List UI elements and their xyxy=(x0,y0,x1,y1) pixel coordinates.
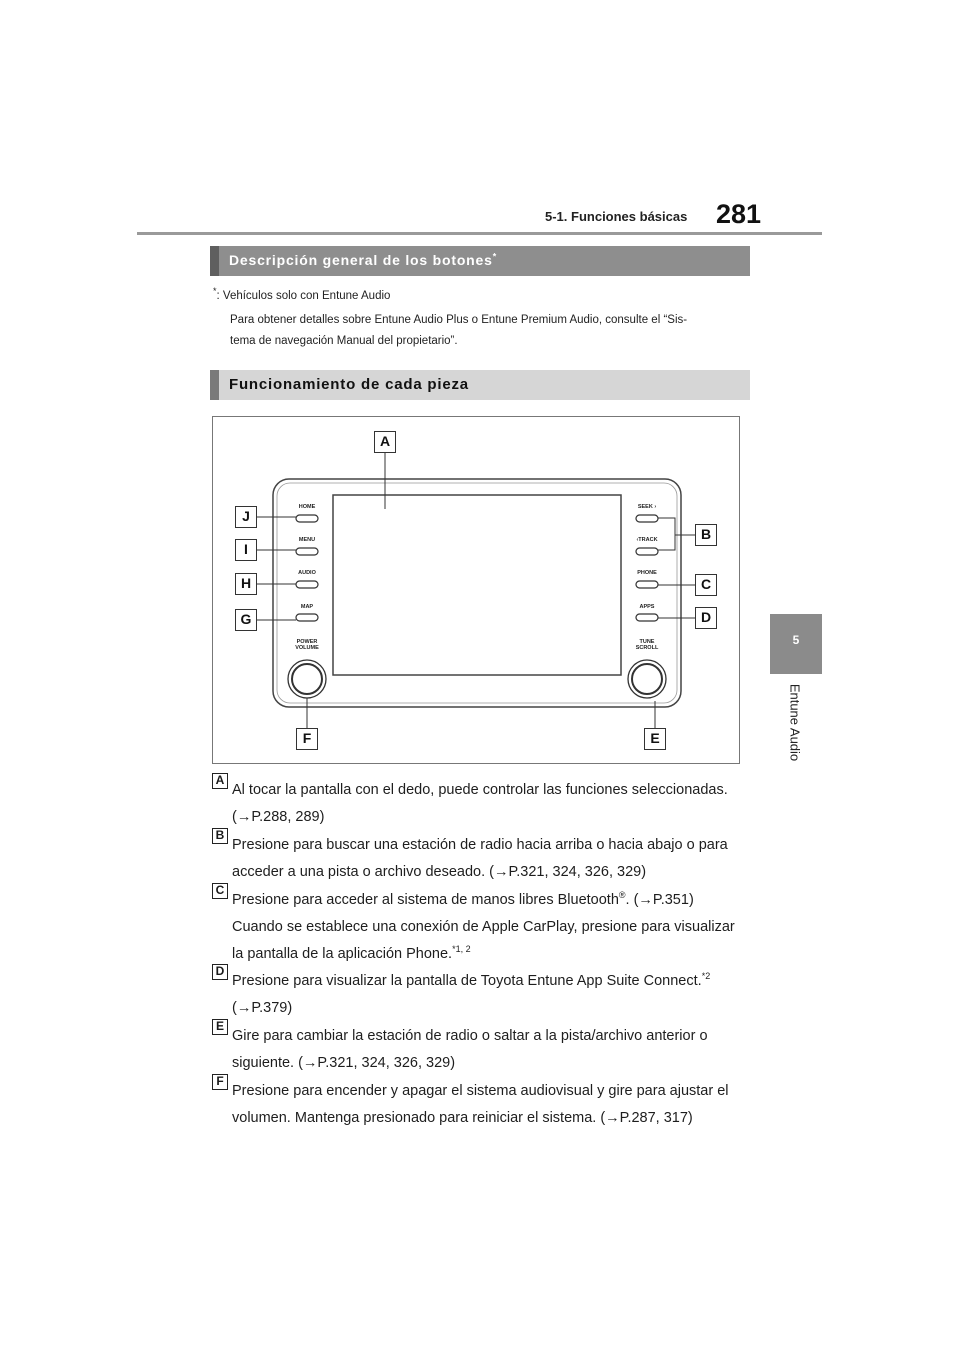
home-button: HOME xyxy=(298,504,316,510)
home-button-shape xyxy=(296,515,318,522)
footnote-mark: * xyxy=(213,286,217,297)
description-c-line-2: Cuando se establece una conexión de Apple CarPlay, presione para visualizar xyxy=(232,919,735,935)
audio-button-shape xyxy=(296,581,318,588)
header-rule xyxy=(137,232,822,235)
description-c-line-3 xyxy=(232,941,752,968)
seek-label: SEEK xyxy=(637,504,653,510)
description-c-footnote-mark: *1, 2 xyxy=(452,944,471,955)
map-button-shape xyxy=(296,614,318,621)
description-d-footnote-mark: *2 xyxy=(701,971,711,982)
registered-mark: ® xyxy=(618,890,626,901)
chapter-title: Entune Audio xyxy=(787,683,803,762)
description-letter-c: C xyxy=(212,883,228,899)
footnote-line-3: tema de navegación Manual del propietario”. xyxy=(230,335,458,347)
power-label-2: VOLUME xyxy=(295,645,319,651)
description-e-line-2: siguiente. (→P.321, 324, 326, 329) xyxy=(232,1055,456,1071)
tune-label-1: TUNE xyxy=(639,639,655,645)
phone-button-shape xyxy=(636,581,658,588)
section-title-overview-text: Descripción general de los botones xyxy=(229,252,493,268)
head-unit-drawing xyxy=(213,417,741,765)
page-number: 281 xyxy=(716,199,762,229)
description-text-c xyxy=(232,887,752,968)
description-a-line-2: (→P.288, 289) xyxy=(232,809,325,825)
callout-g: G xyxy=(235,609,257,631)
description-a-line-1: Al tocar la pantalla con el dedo, puede controlar las funciones seleccionadas. xyxy=(232,782,728,798)
section-title-bar-overview xyxy=(210,246,750,276)
description-b-line-1: Presione para buscar una estación de radio hacia arriba o hacia abajo o para xyxy=(232,837,728,853)
footnote-line-2: Para obtener detalles sobre Entune Audio Plus o Entune Premium Audio, consulte el “Sis- xyxy=(230,314,688,326)
callout-f: F xyxy=(296,728,318,750)
title-footnote-mark: * xyxy=(492,251,498,262)
menu-button: MENU xyxy=(298,537,316,543)
track-button xyxy=(631,537,663,543)
touch-screen xyxy=(333,495,621,675)
footnote-line-1 xyxy=(213,286,391,302)
seek-button-shape xyxy=(636,515,658,522)
description-d-line-1-text: Presione para visualizar la pantalla de Toyota Entune App Suite Connect. xyxy=(232,973,702,989)
description-b-line-2: acceder a una pista o archivo deseado. (→P.321, 324, 326, 329) xyxy=(232,864,647,880)
description-letter-e: E xyxy=(212,1019,228,1035)
description-d-line-1 xyxy=(232,968,752,995)
description-text-d xyxy=(232,968,752,1022)
head-unit-illustration xyxy=(212,416,740,764)
power-label-1: POWER xyxy=(296,639,318,645)
description-c-line-1-text: Presione para acceder al sistema de manos libres Bluetooth xyxy=(232,892,619,908)
menu-button-shape xyxy=(296,548,318,555)
chevron-left-icon: ‹ xyxy=(636,537,639,543)
section-title-operation: Funcionamiento de cada pieza xyxy=(229,376,469,393)
tune-label-2: SCROLL xyxy=(635,645,659,651)
power-volume-knob xyxy=(292,664,322,694)
callout-i: I xyxy=(235,539,257,561)
description-letter-f: F xyxy=(212,1074,228,1090)
callout-h: H xyxy=(235,573,257,595)
apps-button-shape xyxy=(636,614,658,621)
section-label: 5-1. Funciones básicas xyxy=(545,209,688,224)
callout-b: B xyxy=(695,524,717,546)
description-c-line-1 xyxy=(232,887,752,914)
track-label: TRACK xyxy=(638,537,658,543)
description-letter-d: D xyxy=(212,964,228,980)
chapter-number: 5 xyxy=(792,633,800,647)
apps-button: APPS xyxy=(639,604,655,610)
description-e-line-1: Gire para cambiar la estación de radio o saltar a la pista/archivo anterior o xyxy=(232,1028,708,1044)
map-button: MAP xyxy=(300,604,314,610)
chevron-right-icon: › xyxy=(654,504,657,510)
description-c-line-3-text: la pantalla de la aplicación Phone. xyxy=(232,946,453,962)
footnote-text-1: : Vehículos solo con Entune Audio xyxy=(216,290,391,302)
track-button-shape xyxy=(636,548,658,555)
description-text-e xyxy=(232,1023,752,1077)
section-title-overview xyxy=(229,252,497,268)
description-d-line-2: (→P.379) xyxy=(232,1000,293,1016)
tune-scroll-knob xyxy=(632,664,662,694)
section-title-bar-operation xyxy=(210,370,750,400)
phone-button: PHONE xyxy=(637,570,657,576)
description-letter-b: B xyxy=(212,828,228,844)
description-letter-a: A xyxy=(212,773,228,789)
description-f-line-1: Presione para encender y apagar el sistema audiovisual y gire para ajustar el xyxy=(232,1083,729,1099)
audio-button: AUDIO xyxy=(298,570,316,576)
description-text-b xyxy=(232,832,752,886)
description-c-line-1-end: . (→P.351) xyxy=(625,892,694,908)
description-text-f xyxy=(232,1078,752,1132)
description-f-line-2: volumen. Mantenga presionado para reiniciar el sistema. (→P.287, 317) xyxy=(232,1110,693,1126)
callout-j: J xyxy=(235,506,257,528)
callout-c: C xyxy=(695,574,717,596)
callout-a: A xyxy=(374,431,396,453)
callout-e: E xyxy=(644,728,666,750)
callout-d: D xyxy=(695,607,717,629)
description-text-a xyxy=(232,777,752,831)
seek-button xyxy=(631,504,663,510)
